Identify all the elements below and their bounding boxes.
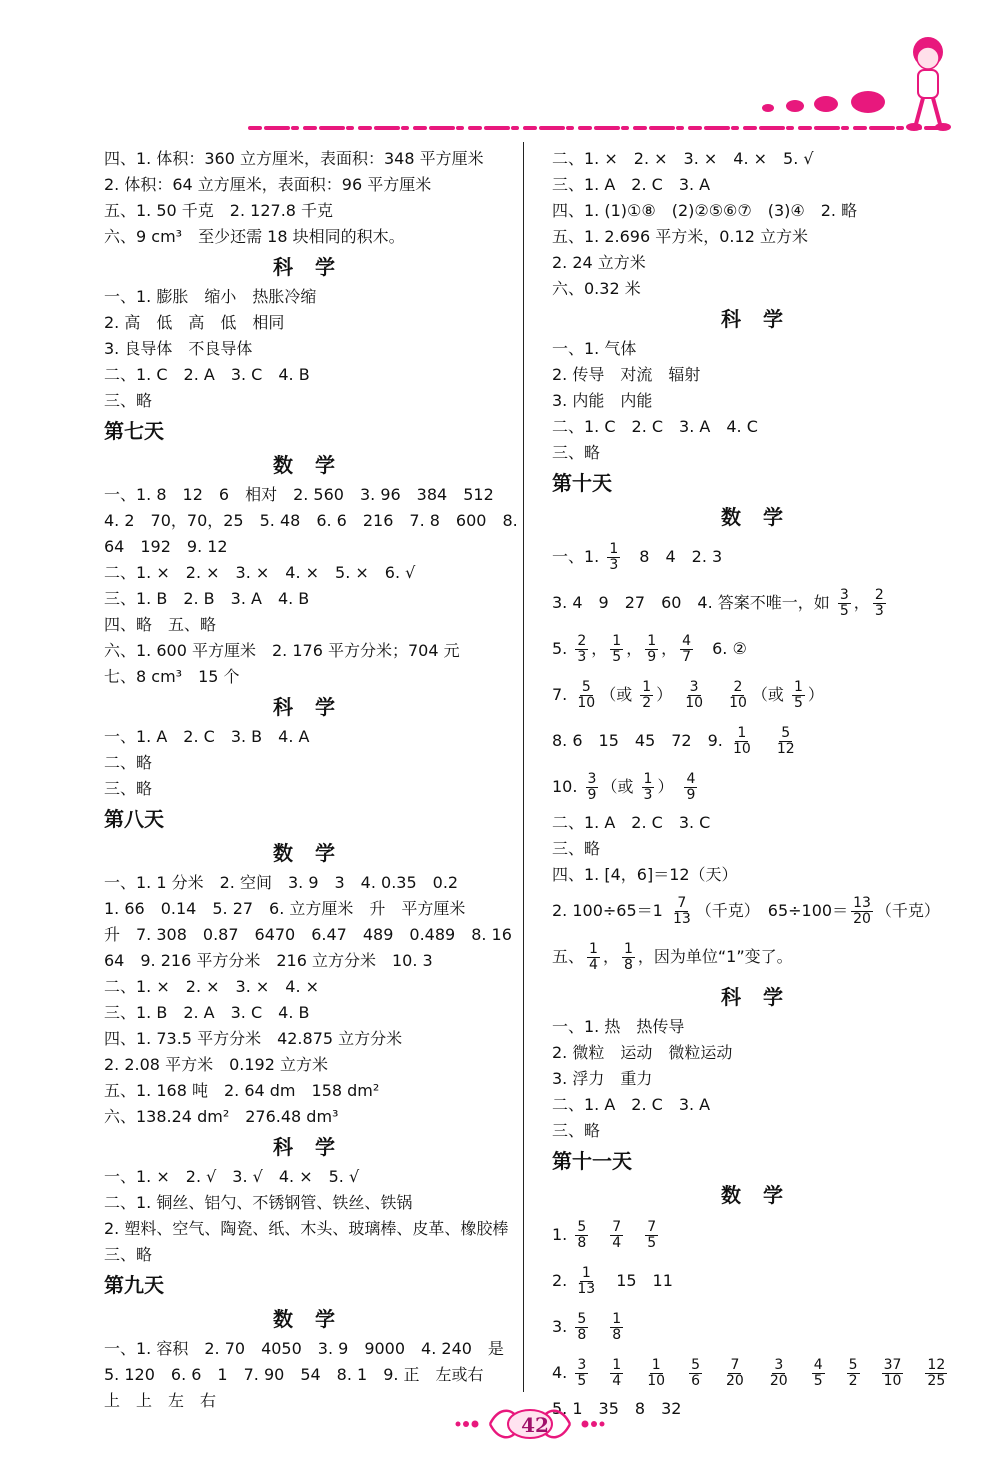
- answer-line: 三、略: [552, 839, 601, 858]
- fraction-answer-line: 2. $\frac{1}{13}$ 15 11: [552, 1265, 673, 1297]
- answer-line: 五、1. 50 千克 2. 127.8 千克: [104, 201, 334, 220]
- answer-line: 升 7. 308 0.87 6470 6.47 489 0.489 8. 16: [104, 925, 512, 944]
- answer-line: 二、1. × 2. × 3. × 4. × 5. √: [552, 149, 814, 168]
- answer-line: 七、8 cm³ 15 个: [104, 667, 240, 686]
- answer-line: 一、1. A 2. C 3. B 4. A: [104, 727, 310, 746]
- fraction: $\frac{4}{9}$: [686, 771, 696, 803]
- answer-line: 二、1. 铜丝、铝勺、不锈钢管、铁丝、铁锅: [104, 1193, 413, 1212]
- answer-line: 二、1. × 2. × 3. × 4. ×: [104, 977, 320, 996]
- fraction-answer-line: 五、 $\frac{1}{4}$ ， $\frac{1}{8}$ ，因为单位“1”变了。: [552, 941, 793, 973]
- fraction: $\frac{5}{6}$: [691, 1357, 700, 1389]
- answer-line: 二、1. A 2. C 3. A: [552, 1095, 711, 1114]
- answer-line: 六、0.32 米: [552, 279, 641, 298]
- fraction: $\frac{2}{3}$: [577, 633, 587, 665]
- fraction-answer-line: 8. 6 15 45 72 9. $\frac{1}{10}$ $\frac{5}{12}$: [552, 725, 795, 757]
- pink-dots: [762, 91, 885, 113]
- answer-line: 五、1. 168 吨 2. 64 dm 158 dm²: [104, 1081, 380, 1100]
- answer-line: 1. 66 0.14 5. 27 6. 立方厘米 升 平方厘米: [104, 899, 466, 918]
- answer-line: 三、略: [104, 391, 153, 410]
- fraction: $\frac{1}{8}$: [623, 941, 633, 973]
- fraction: $\frac{2}{3}$: [874, 587, 884, 619]
- day-heading: 第七天: [104, 419, 164, 443]
- fraction: $\frac{3}{5}$: [577, 1357, 587, 1389]
- answer-line: 2. 2.08 平方米 0.192 立方米: [104, 1055, 328, 1074]
- answer-line: 三、略: [552, 1121, 601, 1140]
- fraction: $\frac{5}{8}$: [577, 1219, 587, 1251]
- right-answer-column: [552, 146, 952, 1422]
- answer-line: 二、1. A 2. C 3. C: [552, 813, 711, 832]
- answer-line: 2. 体积：64 立方厘米，表面积：96 平方厘米: [104, 175, 432, 194]
- fraction: $\frac{1}{5}$: [793, 679, 803, 711]
- answer-line: 六、138.24 dm² 276.48 dm³: [104, 1107, 339, 1126]
- answer-line: 5. 1 35 8 32: [552, 1399, 682, 1418]
- fraction-answer-line: 4. $\frac{3}{5}$ $\frac{1}{4}$ $\frac{1}{10}$ $\frac{5}{6}$ $\frac{7}{20}$ $\frac{3}{20}$ $\frac{4}{5}$ $\frac{5}{2}$ $\frac{37}{10}$ $\frac{12}{25}$: [552, 1357, 946, 1389]
- day-heading: 第九天: [104, 1273, 164, 1297]
- answer-line: 2. 24 立方米: [552, 253, 646, 272]
- answer-line: 二、1. C 2. C 3. A 4. C: [552, 417, 758, 436]
- answer-line: 二、略: [104, 753, 153, 772]
- answer-line: 一、1. 容积 2. 70 4050 3. 9 9000 4. 240 是: [104, 1339, 504, 1358]
- answer-line: 一、1. 热 热传导: [552, 1017, 685, 1036]
- fraction: $\frac{1}{4}$: [612, 1357, 622, 1389]
- fraction: $\frac{37}{10}$: [883, 1357, 902, 1389]
- fraction: $\frac{2}{10}$: [729, 679, 747, 711]
- fraction: $\frac{1}{10}$: [647, 1357, 666, 1389]
- fraction: $\frac{7}{20}$: [726, 1357, 744, 1389]
- fraction: $\frac{5}{8}$: [577, 1311, 587, 1343]
- header-decoration: [240, 30, 960, 140]
- answer-line: 64 9. 216 平方分米 216 立方分米 10. 3: [104, 951, 433, 970]
- answer-line: 2. 高 低 高 低 相同: [104, 313, 285, 332]
- answer-line: 5. 120 6. 6 1 7. 90 54 8. 1 9. 正 左或右: [104, 1365, 484, 1384]
- subject-heading-math: 数学: [721, 505, 805, 529]
- subject-heading-science: 科学: [273, 255, 357, 279]
- answer-line: 六、1. 600 平方厘米 2. 176 平方分米；704 元: [104, 641, 460, 660]
- page-number: 42: [521, 1413, 549, 1437]
- answer-line: 2. 传导 对流 辐射: [552, 365, 701, 384]
- fraction: $\frac{7}{13}$: [672, 895, 691, 927]
- subject-heading-math: 数学: [273, 841, 357, 865]
- fraction: $\frac{5}{10}$: [577, 679, 596, 711]
- fraction: $\frac{3}{9}$: [587, 771, 597, 803]
- answer-line: 3. 良导体 不良导体: [104, 339, 253, 358]
- cartoon-boy-icon: [906, 37, 951, 131]
- fraction-answer-line: 10. $\frac{3}{9}$ （或 $\frac{1}{3}$ ） $\frac{4}{9}$: [552, 771, 696, 803]
- fraction: $\frac{4}{5}$: [813, 1357, 823, 1389]
- fraction: $\frac{5}{12}$: [776, 725, 795, 757]
- fraction-answer-line: 1. $\frac{5}{8}$ $\frac{7}{4}$ $\frac{7}{5}$: [552, 1219, 657, 1251]
- fraction: $\frac{1}{10}$: [732, 725, 751, 757]
- day-heading: 第十一天: [552, 1149, 632, 1173]
- answer-line: 一、1. 膨胀 缩小 热胀冷缩: [104, 287, 317, 306]
- answer-line: 一、1. × 2. √ 3. √ 4. × 5. √: [104, 1167, 360, 1186]
- fraction: $\frac{1}{3}$: [643, 771, 653, 803]
- answer-line: 一、1. 8 12 6 相对 2. 560 3. 96 384 512: [104, 485, 494, 504]
- subject-heading-math: 数学: [273, 453, 357, 477]
- answer-line: 二、1. C 2. A 3. C 4. B: [104, 365, 310, 384]
- answer-line: 六、9 cm³ 至少还需 18 块相同的积木。: [104, 227, 405, 246]
- answer-line: 2. 微粒 运动 微粒运动: [552, 1043, 733, 1062]
- answer-line: 三、略: [104, 779, 153, 798]
- fraction: $\frac{12}{25}$: [927, 1357, 946, 1389]
- fraction: $\frac{4}{7}$: [682, 633, 692, 665]
- answer-line: 三、1. B 2. B 3. A 4. B: [104, 589, 310, 608]
- subject-heading-science: 科学: [721, 985, 805, 1009]
- answer-line: 一、1. 气体: [552, 339, 637, 358]
- answer-line: 四、1. 体积：360 立方厘米，表面积：348 平方厘米: [104, 149, 484, 168]
- fraction: $\frac{1}{5}$: [612, 633, 622, 665]
- answer-line: 三、略: [104, 1245, 153, 1264]
- answer-line: 五、1. 2.696 平方米，0.12 立方米: [552, 227, 808, 246]
- fraction: $\frac{1}{4}$: [589, 941, 598, 973]
- fraction-answer-line: 3. 4 9 27 60 4. 答案不唯一，如 $\frac{3}{5}$ ， $\frac{2}{3}$: [552, 587, 884, 619]
- subject-heading-math: 数学: [721, 1183, 805, 1207]
- fraction: $\frac{3}{5}$: [839, 587, 849, 619]
- answer-line: 64 192 9. 12: [104, 537, 228, 556]
- answer-line: 2. 塑料、空气、陶瓷、纸、木头、玻璃棒、皮革、橡胶棒: [104, 1219, 509, 1238]
- fraction: $\frac{3}{20}$: [769, 1357, 788, 1389]
- answer-line: 四、1. [4，6]＝12（天）: [552, 865, 738, 884]
- fraction: $\frac{1}{9}$: [647, 633, 657, 665]
- subject-heading-science: 科学: [273, 695, 357, 719]
- subject-heading-science: 科学: [721, 307, 805, 331]
- fraction-answer-line: 7. $\frac{5}{10}$ （或 $\frac{1}{2}$ ） $\frac{3}{10}$ $\frac{2}{10}$ （或 $\frac{1}{5}$ ）: [552, 679, 824, 711]
- answer-line: 一、1. 1 分米 2. 空间 3. 9 3 4. 0.35 0.2: [104, 873, 459, 892]
- fraction: $\frac{5}{2}$: [848, 1357, 858, 1389]
- answer-line: 四、1. (1)①⑧ (2)②⑤⑥⑦ (3)④ 2. 略: [552, 201, 858, 220]
- fraction-answer-line: 2. 100÷65＝1 $\frac{7}{13}$ （千克） 65÷100＝ $\frac{13}{20}$ （千克）: [552, 895, 940, 927]
- answer-line: 上 上 左 右: [104, 1391, 217, 1410]
- fraction: $\frac{13}{20}$: [853, 895, 871, 927]
- fraction-answer-line: 5. $\frac{2}{3}$ ， $\frac{1}{5}$ ， $\frac{1}{9}$ ， $\frac{4}{7}$ 6. ②: [552, 633, 747, 665]
- answer-line: 四、略 五、略: [104, 615, 217, 634]
- subject-heading-science: 科学: [273, 1135, 357, 1159]
- answer-line: 3. 浮力 重力: [552, 1069, 653, 1088]
- answer-line: 4. 2 70，70，25 5. 48 6. 6 216 7. 8 600 8.: [104, 511, 518, 530]
- answer-line: 3. 内能 内能: [552, 391, 653, 410]
- fraction: $\frac{1}{2}$: [642, 679, 652, 711]
- day-heading: 第八天: [104, 807, 164, 831]
- fraction: $\frac{1}{3}$: [609, 541, 619, 573]
- answer-line: 二、1. × 2. × 3. × 4. × 5. × 6. √: [104, 563, 416, 582]
- answer-line: 三、略: [552, 443, 601, 462]
- fraction: $\frac{1}{13}$: [577, 1265, 596, 1297]
- answer-line: 三、1. A 2. C 3. A: [552, 175, 711, 194]
- day-heading: 第十天: [552, 471, 612, 495]
- fraction: $\frac{7}{5}$: [647, 1219, 657, 1251]
- fraction: $\frac{3}{10}$: [685, 679, 704, 711]
- answer-line: 三、1. B 2. A 3. C 4. B: [104, 1003, 310, 1022]
- left-answer-column: [104, 146, 518, 1414]
- fraction-answer-line: 一、1. $\frac{1}{3}$ 8 4 2. 3: [552, 541, 723, 573]
- fraction: $\frac{7}{4}$: [612, 1219, 622, 1251]
- answer-line: 四、1. 73.5 平方分米 42.875 立方分米: [104, 1029, 403, 1048]
- column-divider: [523, 142, 524, 1392]
- fraction-answer-line: 3. $\frac{5}{8}$ $\frac{1}{8}$: [552, 1311, 622, 1343]
- subject-heading-math: 数学: [273, 1307, 357, 1331]
- fraction: $\frac{1}{8}$: [612, 1311, 622, 1343]
